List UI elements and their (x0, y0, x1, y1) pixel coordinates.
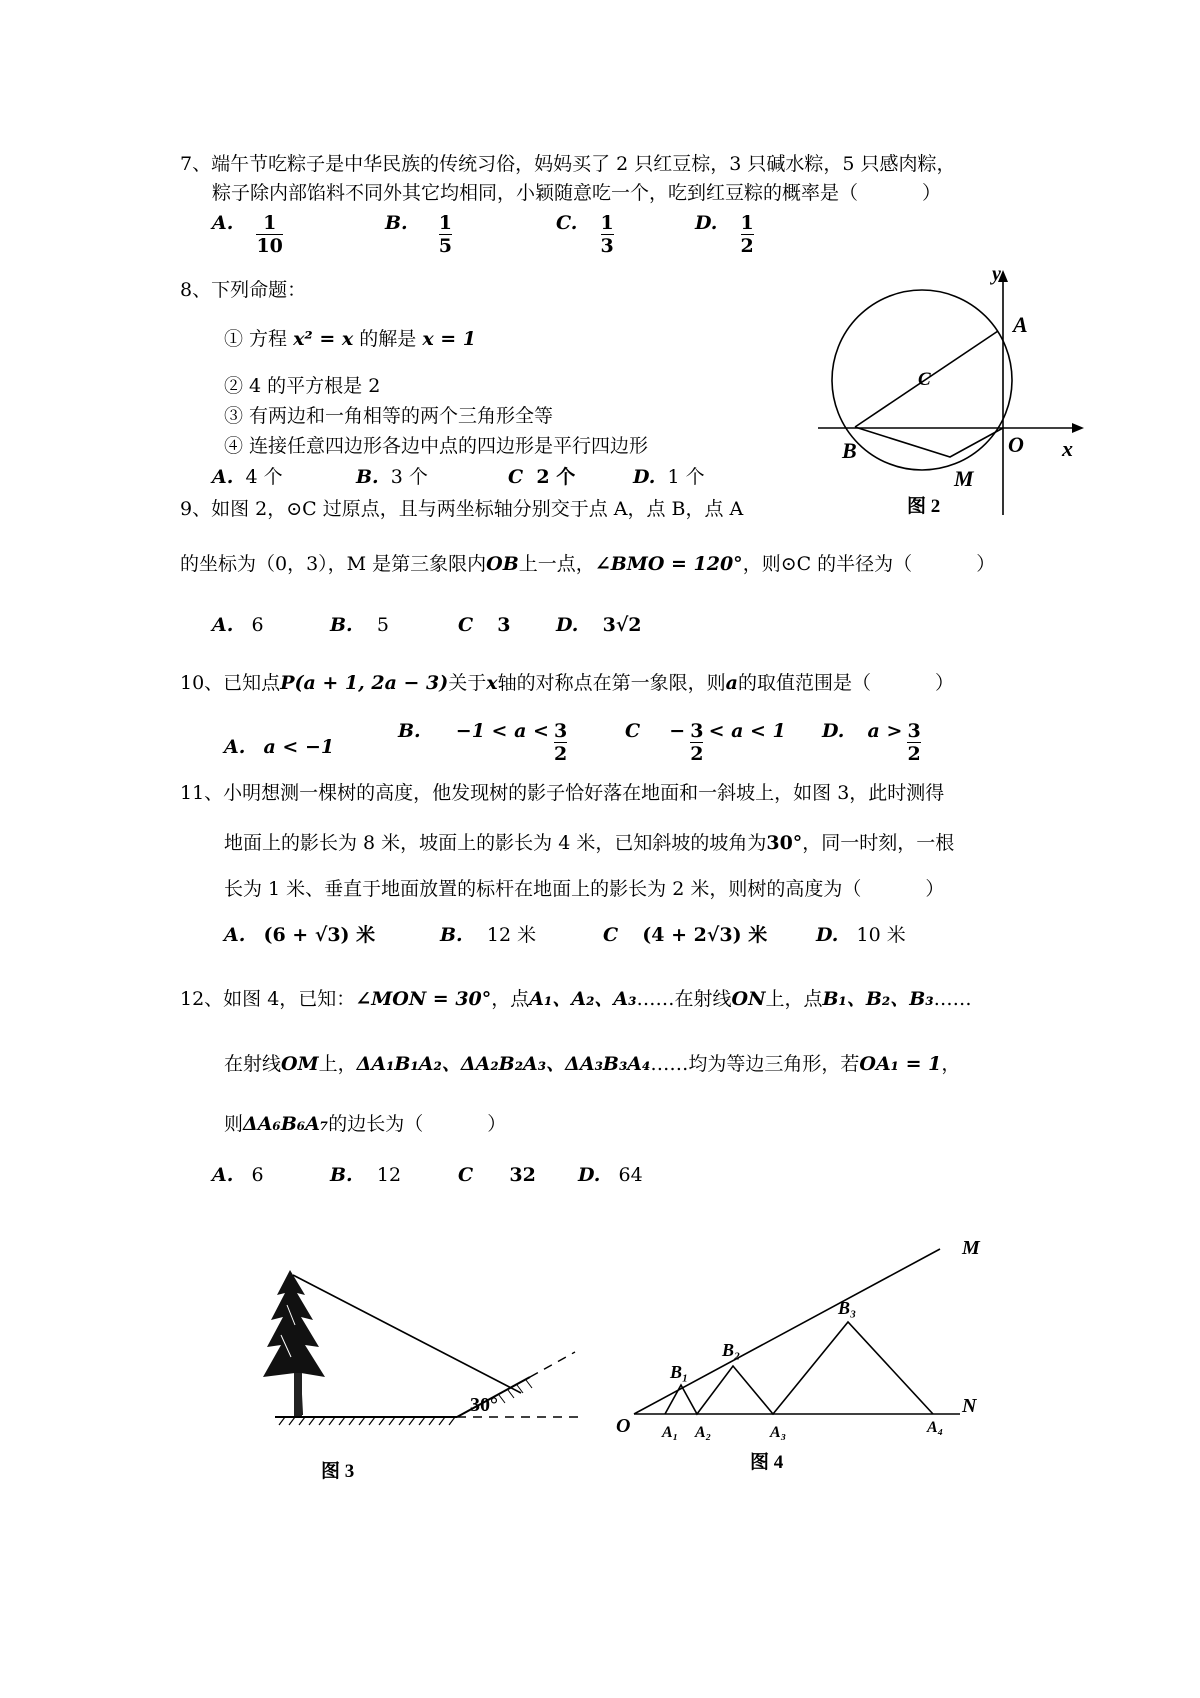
q8-option-c-text: 2 个 (536, 466, 576, 488)
q11-line2-a: 地面上的影长为 8 米，坡面上的影长为 4 米，已知斜坡的坡角为 (224, 832, 767, 854)
fig3-angle-label: 30° (470, 1394, 498, 1416)
fig4-label-n: N (962, 1395, 977, 1417)
q9-option-b-label: B. (330, 614, 353, 636)
q11-option-a-text: (6 + √3) 米 (263, 924, 376, 946)
q9-option-d-label: D. (556, 614, 579, 636)
fig4-label-m: M (962, 1237, 980, 1259)
q12-line2 (224, 1051, 960, 1077)
q8-option-a-text: 4 个 (245, 466, 283, 488)
q10-stem (180, 670, 954, 696)
q7-option-a-den: 10 (256, 235, 283, 257)
q9-line2 (180, 551, 995, 577)
q9-option-c (458, 612, 511, 638)
q8-option-d (633, 464, 705, 490)
q11-option-d (816, 922, 906, 948)
q9-option-b (330, 612, 389, 638)
fig2-label-b: B (842, 438, 857, 463)
q9-option-a-label: A. (212, 614, 234, 636)
fig4-label-a1: A₁ (662, 1424, 679, 1441)
q7-option-c (556, 212, 614, 257)
q10-var: a (725, 672, 738, 694)
q12-option-a (212, 1162, 264, 1188)
q10-option-d-label: D. (822, 720, 845, 742)
q11-option-b (440, 922, 536, 948)
q12-line1-b: ，点 (491, 988, 530, 1010)
q11-line3-text: 长为 1 米、垂直于地面放置的标杆在地面上的影长为 2 米，则树的高度为（ (224, 878, 862, 900)
q12-line3-triangle: ΔA₆B₆A₇ (243, 1113, 329, 1135)
q10-close-paren: ） (934, 672, 954, 694)
fig2-caption: 图 2 (907, 496, 941, 517)
q11-line2-b: ，同一时刻，一根 (802, 832, 955, 854)
q8-option-d-text: 1 个 (667, 466, 705, 488)
fig4-label-a2: A₂ (695, 1424, 712, 1441)
q12-option-b-text: 12 (376, 1164, 402, 1186)
q12-line1-e: …… (933, 988, 972, 1010)
tree-icon (263, 1270, 325, 1417)
q12-line1-a: 12、如图 4，已知： (180, 988, 356, 1010)
q12-close-paren: ） (487, 1113, 507, 1135)
fig4-label-a3: A₃ (770, 1424, 787, 1441)
q10-option-a-label: A. (224, 736, 246, 758)
fig3-caption: 图 3 (321, 1461, 355, 1482)
q8-p1-pre: ① 方程 (224, 328, 294, 350)
q8-option-c-label: C (508, 466, 524, 488)
q8-option-b-text: 3 个 (390, 466, 428, 488)
q7-option-d-den: 2 (740, 235, 754, 257)
fig2-label-c: C (918, 369, 931, 390)
q7-option-c-num: 1 (600, 212, 614, 234)
figure-2 (810, 260, 1100, 525)
fig4-label-o: O (616, 1415, 631, 1437)
q10-axis: x (486, 672, 498, 694)
q7-option-c-label: C. (556, 212, 578, 234)
fig2-label-m: M (954, 466, 974, 491)
q7-option-a-num: 1 (263, 212, 277, 234)
q11-line1: 11、小明想测一棵树的高度，他发现树的影子恰好落在地面和一斜坡上，如图 3，此时测得 (180, 782, 945, 804)
q12-line1-points-a: A₁、A₂、A₃ (529, 988, 637, 1010)
q7-line1: 7、端午节吃粽子是中华民族的传统习俗，妈妈买了 2 只红豆棕，3 只碱水粽，5 只感肉粽， (180, 153, 956, 175)
q10-option-a (224, 734, 334, 760)
q8-p1-equation: x² = x (293, 328, 354, 350)
q12-line1-d: 上，点 (765, 988, 823, 1010)
q10-d: 的取值范围是（ (737, 672, 871, 694)
q9-option-d-text: 3√2 (602, 614, 642, 636)
q12-line1-on: ON (731, 988, 766, 1010)
q10-option-b-den: 2 (554, 743, 568, 765)
q10-option-b-pre: −1 < a < (455, 720, 549, 742)
q8-options (212, 464, 283, 490)
figure-3 (245, 1265, 605, 1485)
q12-option-c-text: 32 (509, 1164, 536, 1186)
q8-option-b-label: B. (356, 466, 379, 488)
q9-option-c-text: 3 (497, 614, 511, 636)
q10-option-d-den: 2 (907, 743, 921, 765)
q7-option-b-num: 1 (438, 212, 453, 234)
q10-option-c-post: < a < 1 (708, 720, 786, 742)
q12-line2-c: ……均为等边三角形，若 (650, 1053, 860, 1075)
q12-option-a-label: A. (212, 1164, 234, 1186)
q11-option-c-text: (4 + 2√3) 米 (642, 924, 768, 946)
q10-a: 10、已知点 (180, 672, 281, 694)
q12-line2-om: OM (281, 1053, 319, 1075)
q8-option-a-label: A. (212, 466, 234, 488)
q11-option-d-text: 10 米 (856, 924, 906, 946)
q8-proposition-2: ② 4 的平方根是 2 (224, 375, 381, 397)
q10-option-d (822, 720, 921, 765)
q7-option-b-label: B. (385, 212, 408, 234)
q8-option-c (508, 464, 575, 490)
q12-line1-points-b: B₁、B₂、B₃ (822, 988, 934, 1010)
q8-p1-solution: x = 1 (422, 328, 477, 350)
q12-line2-d: ， (941, 1053, 961, 1075)
q7-option-c-den: 3 (600, 235, 614, 257)
q10-option-c-den: 2 (690, 743, 704, 765)
q10-point: P(a + 1, 2a − 3) (280, 672, 449, 694)
q8-option-d-label: D. (633, 466, 656, 488)
q9-line2-c: ，则⊙C 的半径为（ (742, 553, 913, 575)
fig4-caption: 图 4 (750, 1452, 784, 1473)
q9-option-a-text: 6 (251, 614, 264, 636)
q7-option-b-den: 5 (438, 235, 453, 257)
q10-option-c-pre: − (669, 720, 686, 742)
q7-close-paren: ） (922, 182, 942, 204)
q12-option-c (458, 1162, 536, 1188)
q10-option-c (625, 720, 786, 765)
q7-option-d-label: D. (695, 212, 718, 234)
q11-close-paren: ） (925, 878, 945, 900)
q10-b: 关于 (448, 672, 487, 694)
q7-option-a-label: A. (212, 212, 234, 234)
q12-line2-a: 在射线 (224, 1053, 282, 1075)
q7-line2-text: 粽子除内部馅料不同外其它均相同，小颖随意吃一个，吃到红豆粽的概率是（ (212, 182, 859, 204)
q10-c: 轴的对称点在第一象限，则 (497, 672, 726, 694)
q11-option-a (224, 922, 375, 948)
q8-stem: 8、下列命题： (180, 279, 307, 301)
q11-line2 (224, 830, 954, 856)
q12-option-b (330, 1162, 401, 1188)
q12-option-d-text: 64 (618, 1164, 643, 1186)
q12-line2-b: 上， (318, 1053, 357, 1075)
q7-option-d-num: 1 (740, 212, 754, 234)
q9-option-c-label: C (458, 614, 474, 636)
q11-option-d-label: D. (816, 924, 839, 946)
q7-line2 (212, 180, 941, 206)
q9-line1: 9、如图 2，⊙C 过原点，且与两坐标轴分别交于点 A，点 B，点 A (180, 498, 744, 520)
figure-4 (610, 1232, 1030, 1482)
q12-line1-c: ……在射线 (636, 988, 732, 1010)
q10-option-b (398, 720, 567, 765)
q11-line3 (224, 876, 944, 902)
q9-option-a (212, 612, 264, 638)
q8-proposition-3: ③ 有两边和一角相等的两个三角形全等 (224, 405, 554, 427)
q9-line2-angle: ∠BMO = 120° (594, 553, 743, 575)
q10-option-b-num: 3 (554, 720, 568, 742)
q9-option-d (556, 612, 642, 638)
q10-option-d-pre: a > (867, 720, 903, 742)
q9-line2-b: 上一点， (518, 553, 595, 575)
q10-option-d-num: 3 (907, 720, 921, 742)
q9-line2-ob: OB (486, 553, 519, 575)
q7-option-a (212, 212, 283, 257)
q8-proposition-1 (224, 326, 476, 352)
q7-option-d (695, 212, 754, 257)
q9-close-paren: ） (976, 553, 996, 575)
fig2-label-a: A (1013, 312, 1028, 337)
fig4-label-a4: A₄ (927, 1419, 944, 1436)
q12-option-a-text: 6 (251, 1164, 264, 1186)
fig2-label-y: y (992, 263, 1001, 285)
q12-line2-triangles: ΔA₁B₁A₂、ΔA₂B₂A₃、ΔA₃B₃A₄ (356, 1053, 651, 1075)
fig4-label-b1: B₁ (670, 1362, 689, 1382)
fig4-label-b2: B₂ (722, 1340, 741, 1360)
q10-option-c-num: 3 (690, 720, 704, 742)
q12-option-b-label: B. (330, 1164, 353, 1186)
q10-option-b-label: B. (398, 720, 421, 742)
q12-option-d (578, 1162, 643, 1188)
q7-option-b (385, 212, 452, 257)
q11-option-a-label: A. (224, 924, 246, 946)
q12-line3-b: 的边长为（ (328, 1113, 424, 1135)
q12-line1 (180, 986, 972, 1012)
q8-proposition-4: ④ 连接任意四边形各边中点的四边形是平行四边形 (224, 435, 649, 457)
q8-p1-mid: 的解是 (353, 328, 423, 350)
fig2-label-o: O (1008, 432, 1024, 457)
q9-option-b-text: 5 (376, 614, 389, 636)
q9-line2-a: 的坐标为（0，3），M 是第三象限内 (180, 553, 487, 575)
q12-line3-a: 则 (224, 1113, 244, 1135)
fig2-label-x: x (1062, 436, 1073, 461)
q11-line2-angle: 30° (766, 832, 803, 854)
q11-option-c-label: C (603, 924, 619, 946)
q12-option-c-label: C (458, 1164, 474, 1186)
q10-option-a-text: a < −1 (263, 736, 335, 758)
q12-line3 (224, 1111, 506, 1137)
q8-option-b (356, 464, 428, 490)
fig4-label-b3: B₃ (838, 1298, 857, 1318)
q12-line1-angle: ∠MON = 30° (355, 988, 492, 1010)
q11-option-c (603, 922, 767, 948)
q12-option-d-label: D. (578, 1164, 601, 1186)
q10-option-c-label: C (625, 720, 641, 742)
q11-option-b-label: B. (440, 924, 463, 946)
q12-line2-condition: OA₁ = 1 (859, 1053, 942, 1075)
q11-option-b-text: 12 米 (486, 924, 537, 946)
